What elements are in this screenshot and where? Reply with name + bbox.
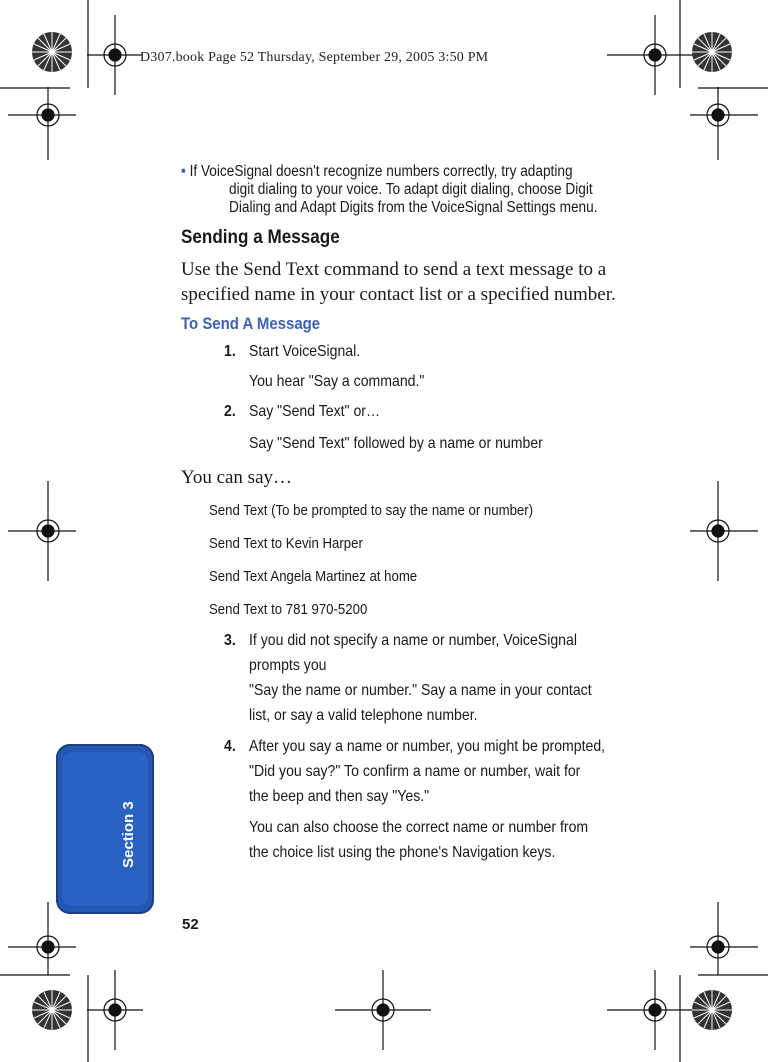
- page-number: 52: [182, 916, 199, 933]
- bullet-text: Dialing and Adapt Digits from the VoiceSignal Settings menu.: [229, 199, 598, 216]
- step-text: list, or say a valid telephone number.: [249, 707, 478, 724]
- step-number: 4.: [224, 738, 236, 755]
- section-tab: [56, 744, 154, 914]
- you-can-say: You can say…: [181, 467, 293, 488]
- intro-text: Use the Send Text command to send a text message to a: [181, 259, 607, 280]
- bullet-text: If VoiceSignal doesn't recognize numbers correctly, try adapting: [189, 163, 573, 180]
- print-header: D307.book Page 52 Thursday, September 29, 2005 3:50 PM: [140, 50, 489, 65]
- example-command: Send Text (To be prompted to say the name or number): [209, 502, 534, 519]
- step-number: 1.: [224, 343, 236, 360]
- section-heading: Sending a Message: [181, 227, 340, 248]
- step-note: Say "Send Text" followed by a name or number: [249, 435, 543, 452]
- procedure-title: To Send A Message: [181, 314, 321, 333]
- section-tab-label: Section 3: [120, 801, 137, 868]
- intro-text: specified name in your contact list or a specified number.: [181, 284, 616, 305]
- bullet-line: [181, 163, 573, 181]
- bullet-icon: •: [181, 163, 186, 180]
- step-text: Say "Send Text" or…: [249, 403, 381, 420]
- example-command: Send Text to 781 970-5200: [209, 601, 368, 618]
- step-text: "Did you say?" To confirm a name or number, wait for: [249, 763, 581, 780]
- step-text: "Say the name or number." Say a name in your contact: [249, 682, 592, 699]
- step-note: You hear "Say a command.": [249, 373, 425, 390]
- step-note: the choice list using the phone's Navigation keys.: [249, 844, 556, 861]
- example-command: Send Text to Kevin Harper: [209, 535, 363, 552]
- example-command: Send Text Angela Martinez at home: [209, 568, 418, 585]
- step-number: 3.: [224, 632, 236, 649]
- step-text: the beep and then say "Yes.": [249, 788, 430, 805]
- step-text: If you did not specify a name or number, VoiceSignal: [249, 632, 577, 649]
- step-text: Start VoiceSignal.: [249, 343, 361, 360]
- step-number: 2.: [224, 403, 236, 420]
- bullet-text: digit dialing to your voice. To adapt digit dialing, choose Digit: [229, 181, 593, 198]
- step-text: prompts you: [249, 657, 327, 674]
- step-text: After you say a name or number, you might be prompted,: [249, 738, 606, 755]
- step-note: You can also choose the correct name or number from: [249, 819, 589, 836]
